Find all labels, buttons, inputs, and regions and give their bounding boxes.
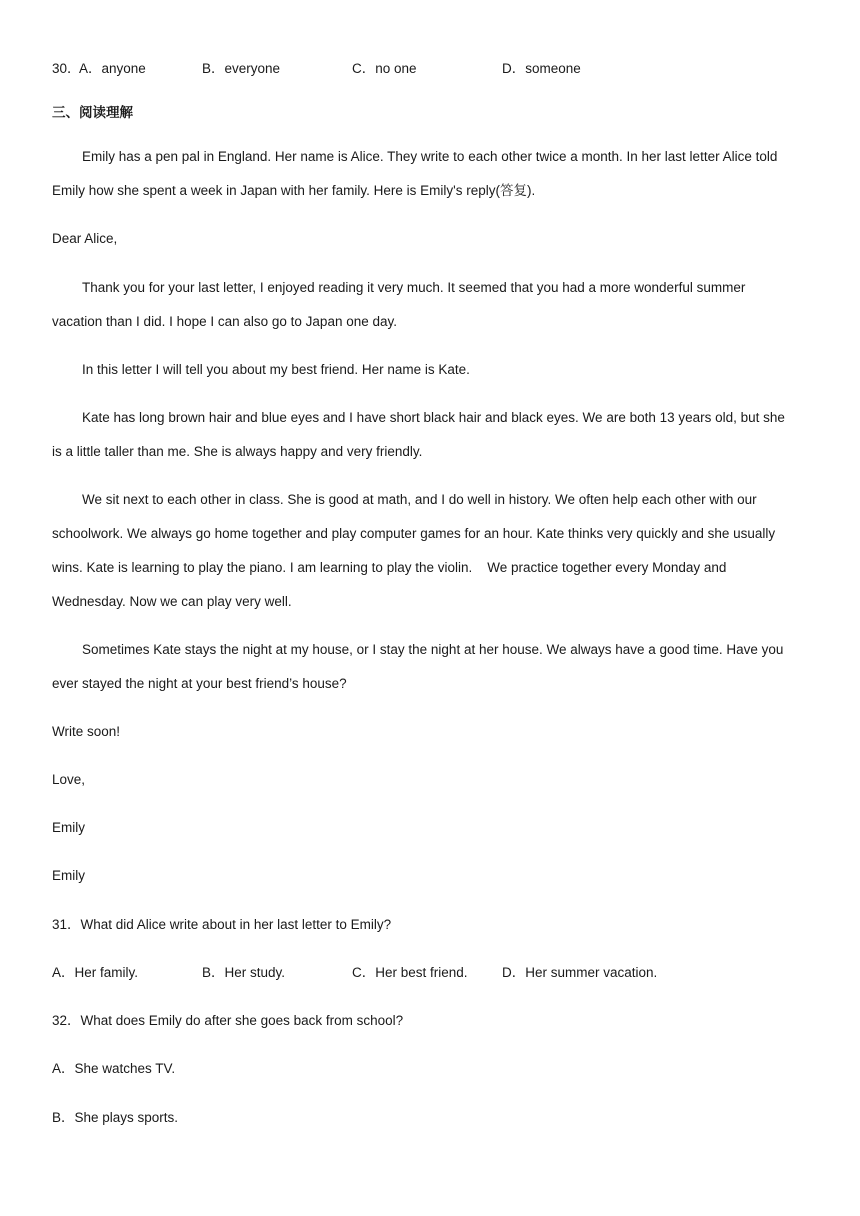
q31-option-d[interactable]: D．Her summer vacation. [502,965,658,980]
letter-p5-line-1: Sometimes Kate stays the night at my house, or I stay the night at her house. We always have a good time. Have you [82,642,784,657]
q32-option-b[interactable]: B．She plays sports. [52,1110,179,1125]
document-page [52,0,812,1216]
letter-p2-line-1: In this letter I will tell you about my best friend. Her name is Kate. [82,362,470,377]
letter-p3-line-2: is a little taller than me. She is always happy and very friendly. [52,444,423,459]
letter-p4-line-1: We sit next to each other in class. She is good at math, and I do well in history. We often help each other with our [82,492,757,507]
letter-signature-1: Emily [52,820,85,835]
letter-greeting: Dear Alice, [52,231,118,246]
q32-option-a[interactable]: A．She watches TV. [52,1061,176,1076]
letter-p3-line-1: Kate has long brown hair and blue eyes and I have short black hair and black eyes. We are both 13 years old, but she [82,410,785,425]
q30-option-a[interactable]: A．anyone [79,61,146,76]
letter-closing-love: Love, [52,772,86,787]
q30-option-c[interactable]: C．no one [352,61,417,76]
q31-option-a[interactable]: A．Her family. [52,965,139,980]
q31-options [52,963,812,983]
letter-p4-line-2: schoolwork. We always go home together and play computer games for an hour. Kate thinks very quickly and she usually [52,526,776,541]
letter-closing-write-soon: Write soon! [52,724,121,739]
letter-p4-line-3: wins. Kate is learning to play the piano. I am learning to play the violin. We practice together every Monday and [52,560,727,575]
q31-question: 31．What did Alice write about in her last letter to Emily? [52,917,392,932]
intro-line-1: Emily has a pen pal in England. Her name is Alice. They write to each other twice a month. In her last letter Alice told [82,149,778,164]
letter-signature-2: Emily [52,868,85,883]
letter-p1-line-2: vacation than I did. I hope I can also go to Japan one day. [52,314,397,329]
letter-p5-line-2: ever stayed the night at your best friend’s house? [52,676,347,691]
q31-option-c[interactable]: C．Her best friend. [352,965,468,980]
intro-line-2: Emily how she spent a week in Japan with her family. Here is Emily's reply(答复). [52,183,536,198]
letter-p1-line-1: Thank you for your last letter, I enjoyed reading it very much. It seemed that you had a more wonderful summer [82,280,746,295]
q31-option-b[interactable]: B．Her study. [202,965,286,980]
q32-question: 32．What does Emily do after she goes back from school? [52,1013,404,1028]
q30-option-d[interactable]: D．someone [502,61,581,76]
section-title: 三、阅读理解 [52,105,133,120]
q30-option-b[interactable]: B．everyone [202,61,281,76]
letter-p4-line-4: Wednesday. Now we can play very well. [52,594,292,609]
q30-options [52,59,812,79]
q30-number: 30． [52,61,81,76]
